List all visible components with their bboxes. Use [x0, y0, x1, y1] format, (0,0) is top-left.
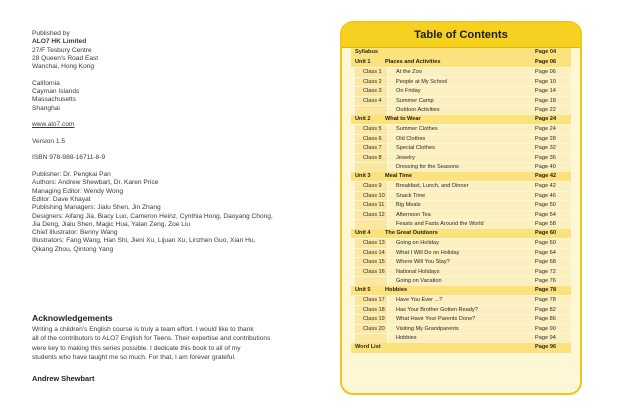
toc-class-row[interactable]: [351, 324, 571, 334]
toc-page: Page 06: [535, 67, 571, 77]
toc-page: Page 18: [535, 96, 571, 106]
toc-page: Page 60: [535, 238, 571, 248]
credit-line: Qikang Zhou, Qintong Yang: [32, 245, 114, 253]
toc-page: Page 50: [535, 200, 571, 210]
credit-line: Chief Illustrator: Benny Wang: [32, 229, 118, 237]
toc-topic: At the Zoo: [389, 67, 535, 77]
toc-label: Class 16: [355, 267, 387, 277]
toc-page: Page 78: [535, 295, 571, 305]
toc-topic: Summer Clothes: [389, 124, 535, 134]
toc-page: Page 60: [535, 229, 557, 236]
toc-topic: Places and Activities: [385, 58, 441, 65]
toc-class-row[interactable]: [351, 96, 571, 106]
toc-topic: Has Your Brother Gotten Ready?: [389, 305, 535, 315]
toc-topic: Hobbies: [389, 333, 535, 343]
ack-line: all of the contributors to ALO7 English for Teens. Their expertise and contributions: [32, 335, 271, 343]
website-block: [32, 121, 302, 129]
credit-line: Editor: Dave Khayat: [32, 195, 91, 203]
toc-topic: What Have Your Parents Done?: [389, 314, 535, 324]
credit-line: Publisher: Dr. Pengkai Pan: [32, 171, 111, 179]
toc-class-row[interactable]: [351, 200, 571, 210]
toc-topic: [378, 343, 535, 353]
location: Massachusetts: [32, 96, 76, 104]
locations-block: [32, 80, 302, 113]
toc-review-row[interactable]: [351, 105, 571, 115]
toc-review-row[interactable]: [351, 162, 571, 172]
toc-page: Page 94: [535, 333, 571, 343]
toc-label: Class 5: [355, 124, 387, 134]
toc-topic: Have You Ever ...?: [389, 295, 535, 305]
toc-label: Class 10: [355, 191, 387, 201]
toc-page: Page 46: [535, 191, 571, 201]
toc-topic: On Friday: [389, 86, 535, 96]
toc-topic: Big Meals: [389, 200, 535, 210]
publisher-name: ALO7 HK Limited: [32, 38, 87, 46]
toc-label: Class 12: [355, 210, 387, 220]
acknowledgements-text: [32, 325, 302, 363]
toc-label: Unit 4: [355, 229, 371, 236]
toc-class-row[interactable]: [351, 143, 571, 153]
website-link[interactable]: www.alo7.com: [32, 121, 75, 129]
toc-topic: Snack Time: [389, 191, 535, 201]
toc-topic: Going on Vacation: [389, 276, 535, 286]
toc-class-row[interactable]: [351, 67, 571, 77]
toc-syllabus-row[interactable]: [351, 48, 571, 58]
toc-topic: Going on Holiday: [389, 238, 535, 248]
toc-page: Page 10: [535, 77, 571, 87]
location: California: [32, 79, 60, 87]
toc-topic: The Great Outdoors: [385, 229, 438, 236]
toc-label: [355, 219, 387, 229]
toc-page: Page 40: [535, 162, 571, 172]
toc-label: Class 6: [355, 134, 387, 144]
toc-label: [355, 162, 387, 172]
location: Shanghai: [32, 104, 60, 112]
toc-label: Class 18: [355, 305, 387, 315]
toc-label: Class 17: [355, 295, 387, 305]
acknowledgements-heading: Acknowledgements: [32, 313, 113, 323]
author-signature: Andrew Shewbart: [32, 374, 95, 383]
toc-title: Table of Contents: [342, 23, 580, 48]
toc-label: Syllabus: [355, 49, 379, 55]
toc-page: Page 24: [535, 124, 571, 134]
toc-topic: Outdoor Activities: [389, 105, 535, 115]
toc-class-row[interactable]: [351, 238, 571, 248]
toc-label: Class 20: [355, 324, 387, 334]
toc-label: Unit 1: [355, 58, 371, 65]
imprint-page: [32, 30, 302, 262]
toc-unit-row[interactable]: [351, 172, 571, 182]
toc-class-row[interactable]: [351, 77, 571, 87]
toc-topic: [378, 48, 535, 58]
toc-page: Page 42: [535, 181, 571, 191]
toc-class-row[interactable]: [351, 257, 571, 267]
toc-unit-row[interactable]: [351, 115, 571, 125]
location: Cayman Islands: [32, 88, 80, 96]
toc-label: Unit 2: [355, 115, 371, 122]
toc-class-row[interactable]: [351, 181, 571, 191]
toc-label: Class 2: [355, 77, 387, 87]
address-line: 28 Queen's Road East: [32, 54, 99, 62]
toc-wordlist-row[interactable]: [351, 343, 571, 353]
toc-page: Page 72: [535, 267, 571, 277]
toc-page: Page 86: [535, 314, 571, 324]
toc-page: Page 68: [535, 257, 571, 267]
toc-page: Page 96: [535, 343, 557, 350]
toc-page: Page 14: [535, 86, 571, 96]
toc-class-row[interactable]: [351, 248, 571, 258]
toc-topic: Where Will You Stay?: [389, 257, 535, 267]
toc-review-row[interactable]: [351, 276, 571, 286]
toc-class-row[interactable]: [351, 314, 571, 324]
toc-topic: Summer Camp: [389, 96, 535, 106]
toc-topic: Hobbies: [385, 286, 408, 293]
toc-topic: What I Will Do on Holiday: [389, 248, 535, 258]
toc-label: Class 14: [355, 248, 387, 258]
toc-review-row[interactable]: [351, 219, 571, 229]
toc-page: Page 76: [535, 276, 571, 286]
ack-line: students who have taught me so much. For that, I am forever grateful.: [32, 354, 236, 362]
toc-label: Class 15: [355, 257, 387, 267]
toc-class-row[interactable]: [351, 295, 571, 305]
toc-label: Class 1: [355, 67, 387, 77]
toc-label: Class 9: [355, 181, 387, 191]
toc-page: Page 82: [535, 305, 571, 315]
toc-topic: What to Wear: [385, 115, 421, 122]
toc-page: Page 04: [535, 49, 557, 55]
toc-page: Page 58: [535, 219, 571, 229]
address-line: 27/F Tesbury Centre: [32, 46, 92, 54]
toc-label: Class 3: [355, 86, 387, 96]
toc-unit-row[interactable]: [351, 286, 571, 296]
toc-label: [355, 105, 387, 115]
toc-label: Class 4: [355, 96, 387, 106]
toc-class-row[interactable]: [351, 153, 571, 163]
credit-line: Managing Editor: Wendy Wong: [32, 187, 124, 195]
publisher-block: [32, 30, 302, 71]
toc-class-row[interactable]: [351, 86, 571, 96]
toc-class-row[interactable]: [351, 267, 571, 277]
toc-label: Class 7: [355, 143, 387, 153]
toc-page: Page 36: [535, 153, 571, 163]
toc-page: Page 54: [535, 210, 571, 220]
isbn-text: ISBN 978-988-16711-8-9: [32, 154, 106, 162]
toc-topic: People at My School: [389, 77, 535, 87]
version-text: Version 1.5: [32, 137, 65, 145]
ack-line: Writing a children's English course is truly a team effort. I would like to thank: [32, 326, 254, 333]
toc-label: [355, 276, 387, 286]
toc-review-row[interactable]: [351, 333, 571, 343]
toc-label: Unit 3: [355, 172, 371, 179]
toc-page: Page 78: [535, 286, 557, 293]
toc-page: Page 90: [535, 324, 571, 334]
toc-topic: Special Clothes: [389, 143, 535, 153]
toc-label: Class 13: [355, 238, 387, 248]
toc-label: Class 11: [355, 200, 387, 210]
toc-label: Class 8: [355, 153, 387, 163]
table-of-contents: [340, 21, 582, 395]
isbn-block: [32, 154, 302, 162]
toc-page: Page 64: [535, 248, 571, 258]
ack-line: were key to making this series possible. I dedicate this book to all of my: [32, 344, 241, 352]
toc-class-row[interactable]: [351, 305, 571, 315]
toc-list: [342, 48, 580, 353]
toc-class-row[interactable]: [351, 191, 571, 201]
publisher-line: Published by: [32, 30, 70, 37]
toc-unit-row[interactable]: [351, 58, 571, 68]
toc-label: Class 19: [355, 314, 387, 324]
toc-page: Page 24: [535, 115, 557, 122]
toc-class-row[interactable]: [351, 210, 571, 220]
toc-label: Unit 5: [355, 286, 371, 293]
toc-topic: Breakfast, Lunch, and Dinner: [389, 181, 535, 191]
toc-topic: Old Clothes: [389, 134, 535, 144]
toc-topic: Meal Time: [385, 172, 412, 179]
toc-page: Page 22: [535, 105, 571, 115]
credit-line: Publishing Managers: Jialu Shen, Jin Zhang: [32, 204, 161, 212]
toc-page: Page 32: [535, 143, 571, 153]
address-line: Wanchai, Hong Kong: [32, 63, 95, 71]
toc-topic: National Holidays: [389, 267, 535, 277]
toc-page: Page 28: [535, 134, 571, 144]
credit-line: Jia Deng, Jialu Shen, Magic Hua, Yalan Zeng, Zoe Liu: [32, 220, 191, 228]
toc-topic: Dressing for the Seasons: [389, 162, 535, 172]
toc-class-row[interactable]: [351, 124, 571, 134]
toc-topic: Feasts and Fasts Around the World: [389, 219, 535, 229]
credit-line: Illustrators: Fang Wang, Han Shi, Jieni Xu, Lijuan Xu, Linzhen Guo, Xian Hu,: [32, 237, 256, 245]
toc-page: Page 06: [535, 58, 557, 65]
toc-class-row[interactable]: [351, 134, 571, 144]
credit-line: Authors: Andrew Shewbart, Dr. Karen Price: [32, 179, 159, 187]
toc-topic: Afternoon Tea: [389, 210, 535, 220]
credit-line: Designers: Aifang Jia, Biacy Luo, Cameron Heinz, Cynthia Hong, Daoyang Chong,: [32, 212, 273, 220]
credits-block: [32, 171, 302, 254]
toc-topic: Jewelry: [389, 153, 535, 163]
toc-topic: Visiting My Grandparents: [389, 324, 535, 334]
toc-label: [355, 333, 387, 343]
toc-label: Word List: [355, 343, 381, 350]
toc-page: Page 42: [535, 172, 557, 179]
toc-unit-row[interactable]: [351, 229, 571, 239]
version-block: [32, 138, 302, 146]
